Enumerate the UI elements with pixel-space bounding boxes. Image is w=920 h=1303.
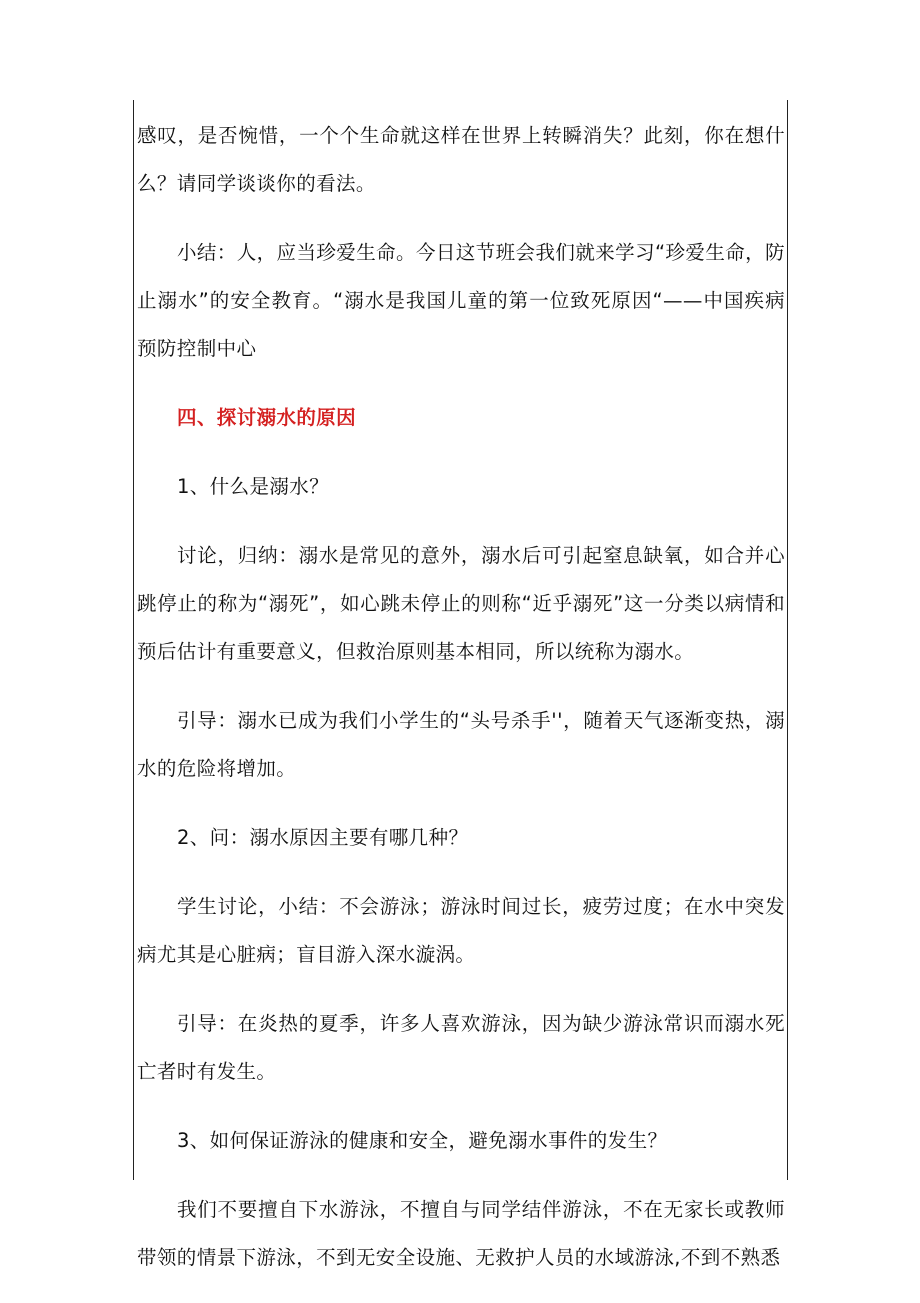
paragraph-guidance-summer: 引导：在炎热的夏季，许多人喜欢游泳，因为缺少游泳常识而溺水死亡者时有发生。 xyxy=(137,1012,785,1083)
paragraph-student-discussion: 学生讨论，小结：不会游泳；游泳时间过长，疲劳过度；在水中突发病尤其是心脏病；盲目游入深水漩涡。 xyxy=(137,895,785,966)
paragraph-guidance-risk: 引导：溺水已成为我们小学生的“头号杀手''，随着天气逐渐变热，溺水的危险将增加。 xyxy=(137,709,785,780)
table-border-left xyxy=(133,100,134,1180)
lesson-plan-body xyxy=(137,112,785,1303)
paragraph-safety-rules: 我们不要擅自下水游泳，不擅自与同学结伴游泳，不在无家长或教师带领的情景下游泳，不到无安全设施、无救护人员的水域游泳,不到不熟悉 xyxy=(137,1198,785,1269)
paragraph-reflection: 感叹，是否惋惜，一个个生命就这样在世界上转瞬消失？此刻，你在想什么？请同学谈谈你的看法。 xyxy=(137,124,785,195)
question-1-what-is-drowning: 1、什么是溺水？ xyxy=(176,475,330,498)
question-2-causes: 2、问：溺水原因主要有哪几种？ xyxy=(176,826,469,849)
table-border-right xyxy=(787,100,788,1180)
paragraph-summary: 小结：人，应当珍爱生命。今日这节班会我们就来学习“珍爱生命，防止溺水”的安全教育。“溺水是我国儿童的第一位致死原因“——中国疾病预防控制中心 xyxy=(137,241,785,360)
question-3-safety: 3、如何保证游泳的健康和安全，避免溺水事件的发生？ xyxy=(176,1129,668,1152)
paragraph-discussion-definition: 讨论，归纳：溺水是常见的意外，溺水后可引起窒息缺氧，如合并心跳停止的称为“溺死”，如心跳未停止的则称“近乎溺死”这一分类以病情和预后估计有重要意义，但救治原则基本相同，所以统称为溺水。 xyxy=(137,544,785,663)
section-heading-causes: 四、探讨溺水的原因 xyxy=(176,406,357,429)
